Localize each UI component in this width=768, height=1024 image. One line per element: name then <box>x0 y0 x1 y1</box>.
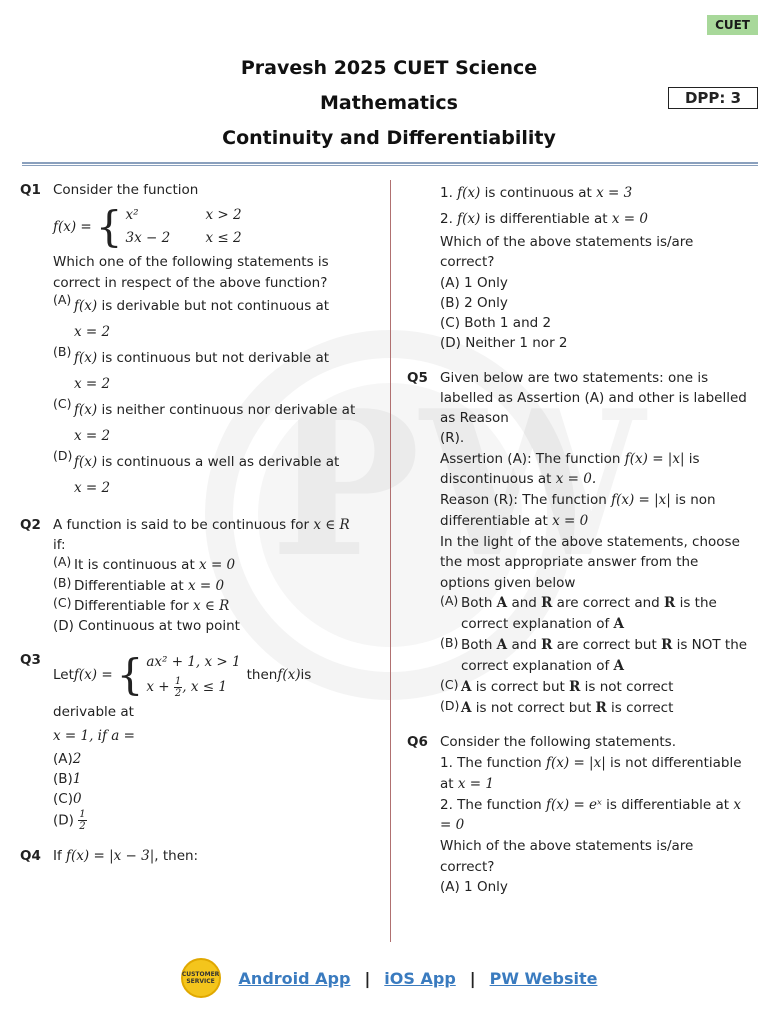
option-d <box>440 698 752 719</box>
math: x = 2 <box>74 375 111 392</box>
footer-links <box>0 958 768 998</box>
text-run: is not correct but <box>471 699 596 716</box>
reason <box>440 490 752 532</box>
header-chapter: Continuity and Differentiability <box>222 127 556 149</box>
case-expr <box>146 674 240 700</box>
math: x = 0 <box>611 211 648 227</box>
math-bold: R <box>541 636 553 653</box>
math: x = 3 <box>596 185 633 201</box>
separator: | <box>469 968 476 988</box>
question-intro: Consider the following statements. <box>440 734 676 751</box>
math: f(x) <box>457 185 481 201</box>
math: f(x) = eˣ <box>546 796 602 813</box>
option-text: is continuous but not derivable at <box>97 349 330 366</box>
question-text: In the light of the above statements, choose the most appropriate answer from the options given below <box>440 534 740 591</box>
question-3 <box>20 650 378 832</box>
math: x ∈ R <box>192 597 230 614</box>
question-intro: Given below are two statements: one is labelled as Assertion (A) and other is labelled as Reason <box>440 369 747 426</box>
text-run: and <box>507 636 542 653</box>
option-label: (A) <box>53 554 72 570</box>
math: x ∈ R <box>313 516 350 533</box>
text-run: are correct but <box>552 636 662 653</box>
statement-text: is continuous at <box>480 185 597 201</box>
piecewise-function <box>53 204 378 250</box>
math: x = 0 <box>552 513 589 530</box>
function-name: f(x) = <box>73 667 113 684</box>
math: x = 2 <box>74 323 111 340</box>
option-label: (D) <box>53 812 74 829</box>
option-label: (C) <box>53 594 72 610</box>
option-label: (D) <box>53 618 74 634</box>
left-column <box>20 180 378 881</box>
math: f(x) <box>74 297 98 314</box>
question-text: Which of the above statements is/are correct? <box>440 838 694 875</box>
cases <box>125 204 241 250</box>
statement-2 <box>440 206 752 232</box>
option-text: Continuous at two point <box>78 618 240 634</box>
math: x = 2 <box>74 427 111 444</box>
option-label: (B) <box>53 770 73 787</box>
text-run: are correct and <box>552 594 665 611</box>
option-c <box>53 397 378 449</box>
pw-website-link[interactable]: PW Website <box>489 968 598 988</box>
math-bold: A <box>496 594 508 611</box>
fraction <box>174 676 182 699</box>
option-b: (B) 2 Only <box>440 294 508 311</box>
statement-1 <box>440 753 752 795</box>
option-d <box>53 809 378 832</box>
math: f(x) <box>457 211 481 227</box>
option-label: (B) <box>53 343 72 359</box>
math: x = 1 <box>457 775 494 792</box>
statement-1 <box>440 180 752 206</box>
option-b <box>53 769 378 789</box>
statement-text: 1. The function <box>440 754 547 771</box>
math-bold: R <box>541 594 553 611</box>
option-label: (A) <box>53 291 72 307</box>
math: 2 <box>72 750 82 767</box>
option-a <box>53 749 378 769</box>
option-label: (D) <box>53 447 73 463</box>
separator: | <box>364 968 371 988</box>
text-run: is not correct <box>580 678 674 695</box>
statement-2 <box>440 795 752 837</box>
text-run: and <box>507 594 542 611</box>
option-text <box>461 637 747 674</box>
question-6 <box>407 732 752 897</box>
statement-text: 1. <box>440 185 458 201</box>
question-5 <box>407 368 752 719</box>
case-part: , x ≤ 1 <box>182 679 227 696</box>
numerator: 1 <box>79 809 86 821</box>
question-number: Q1 <box>20 182 41 198</box>
math: f(x) <box>74 401 98 418</box>
option-d <box>53 449 378 501</box>
header-rule <box>22 162 758 166</box>
math: f(x) = |x| <box>611 492 671 509</box>
question-number: Q4 <box>20 848 41 865</box>
math: x = 1, if a = <box>53 727 135 744</box>
text-run: is the correct explanation of <box>461 594 717 632</box>
question-text: Which one of the following statements is correct in respect of the above function? <box>53 254 329 291</box>
option-d <box>53 616 378 636</box>
page-header <box>0 55 768 160</box>
math: f(x) <box>74 453 98 470</box>
option-text <box>461 700 673 716</box>
case-cond: x > 2 <box>205 207 242 224</box>
math: 0 <box>72 791 82 807</box>
math: f(x) = |x| <box>624 450 685 467</box>
option-label: (B) <box>53 574 72 590</box>
option-a <box>53 293 378 345</box>
option-c: (C) Both 1 and 2 <box>440 315 552 331</box>
function-name: f(x) = <box>53 219 92 236</box>
math: f(x) = |x| <box>546 754 606 771</box>
case-part: x + <box>146 679 174 696</box>
option-text: Differentiable at <box>74 577 188 594</box>
option-d: (D) Neither 1 nor 2 <box>440 335 568 352</box>
option-b <box>440 635 752 677</box>
text-run: is correct but <box>471 678 570 695</box>
math: x = 2 <box>74 479 111 496</box>
numerator: 1 <box>174 676 182 688</box>
case-expr: ax² + 1, x > 1 <box>146 654 241 671</box>
question-text: Let <box>53 667 74 684</box>
fraction <box>78 809 86 832</box>
question-text: if: <box>53 537 66 553</box>
header-title: Pravesh 2025 CUET Science <box>240 57 538 79</box>
option-label: (C) <box>440 676 459 692</box>
statement-text: is differentiable at <box>601 796 734 813</box>
math-bold: A <box>613 657 624 674</box>
text-run: is correct <box>606 699 674 716</box>
column-divider <box>390 180 391 942</box>
denominator: 2 <box>174 688 182 700</box>
question-2 <box>20 515 378 637</box>
math-bold: R <box>569 678 581 695</box>
statement-text: is not differentiable at <box>440 754 742 792</box>
question-intro: Consider the function <box>53 182 199 198</box>
statement-text: 2. <box>440 211 458 227</box>
statement-text: is discontinuous at <box>440 450 700 488</box>
math: x = 0 <box>440 796 741 834</box>
brace: { <box>95 202 123 252</box>
option-text: is continuous a well as derivable at <box>97 453 340 470</box>
ios-app-link[interactable]: iOS App <box>384 968 456 988</box>
question-text: derivable at <box>53 704 134 721</box>
option-text: Differentiable for <box>74 597 193 614</box>
statement-text: 2. The function <box>440 796 547 813</box>
option-b <box>53 345 378 397</box>
math-bold: A <box>461 678 472 695</box>
header-subject: Mathematics <box>319 92 458 114</box>
math: f(x) <box>277 667 301 684</box>
math: 1 <box>72 770 82 787</box>
denominator: 2 <box>79 821 86 833</box>
android-app-link[interactable]: Android App <box>238 968 351 988</box>
right-column <box>407 180 752 911</box>
math: f(x) <box>74 349 98 366</box>
option-a <box>440 593 752 635</box>
math: x = 0 <box>187 577 225 594</box>
brace: { <box>116 650 144 700</box>
option-label: (B) <box>440 634 459 650</box>
option-label: (C) <box>53 791 73 807</box>
math-bold: R <box>661 636 673 653</box>
text-run: Both <box>461 636 497 653</box>
piecewise-function <box>53 650 378 700</box>
question-text: A function is said to be continuous for <box>53 516 314 533</box>
question-4 <box>20 846 378 866</box>
option-c <box>53 789 378 809</box>
question-text: If <box>53 848 67 865</box>
cases <box>146 650 240 700</box>
question-text: , then: <box>154 848 199 865</box>
case-cond: x ≤ 2 <box>205 230 242 247</box>
option-label: (A) <box>440 592 459 608</box>
question-text: then <box>246 667 278 684</box>
option-b <box>53 576 378 596</box>
option-c <box>440 677 752 698</box>
text-run: is NOT the correct explanation of <box>461 636 748 674</box>
math: x = 0 <box>199 557 236 574</box>
question-number: Q6 <box>407 734 428 751</box>
option-text <box>461 595 717 632</box>
dpp-box: DPP: 3 <box>668 87 758 109</box>
option-text: is derivable but not continuous at <box>97 297 330 314</box>
math-bold: A <box>496 636 508 653</box>
option-text: is neither continuous nor derivable at <box>97 401 356 418</box>
option-label: (D) <box>440 697 460 713</box>
question-1 <box>20 180 378 501</box>
option-a: (A) 1 Only <box>440 274 508 291</box>
option-label: (A) <box>53 750 73 767</box>
math-bold: R <box>595 699 607 716</box>
math: x = 0. <box>555 471 597 488</box>
case-expr: x² <box>125 207 139 224</box>
option-c <box>53 596 378 616</box>
question-number: Q5 <box>407 369 428 386</box>
question-text: (R). <box>440 430 465 447</box>
statement-text: Assertion (A): The function <box>440 450 625 467</box>
question-number: Q3 <box>20 652 41 669</box>
case-expr: 3x − 2 <box>125 230 171 247</box>
math-bold: A <box>461 699 472 716</box>
customer-service-logo: CUSTOMER SERVICE <box>181 958 221 998</box>
math-bold: A <box>613 615 624 632</box>
option-a: (A) 1 Only <box>440 878 508 895</box>
assertion <box>440 449 752 491</box>
option-label: (C) <box>53 395 72 411</box>
question-number: Q2 <box>20 516 41 533</box>
statement-text: Reason (R): The function <box>440 492 612 509</box>
option-text: It is continuous at <box>74 557 200 574</box>
option-a <box>53 555 378 575</box>
question-4-continued <box>407 180 752 354</box>
question-text: Which of the above statements is/are correct? <box>440 234 694 271</box>
cuet-badge: CUET <box>707 15 758 35</box>
statement-text: is differentiable at <box>480 211 612 227</box>
math: f(x) = |x − 3| <box>66 848 155 865</box>
option-text <box>461 679 673 695</box>
statement-text: is non differentiable at <box>440 492 716 530</box>
question-text: is <box>300 667 312 684</box>
math-bold: R <box>664 594 676 611</box>
text-run: Both <box>461 594 497 611</box>
